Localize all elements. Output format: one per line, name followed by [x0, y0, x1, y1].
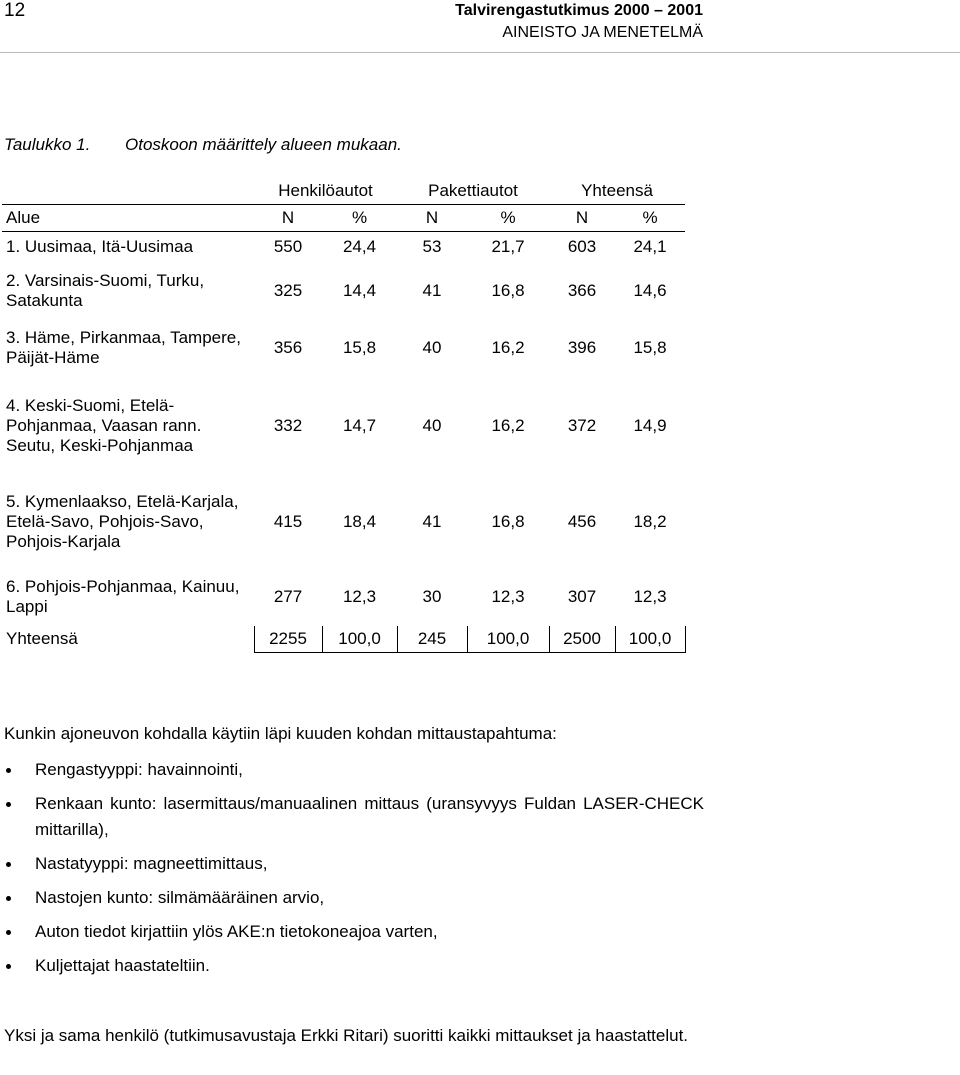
- list-item: [4, 885, 704, 911]
- value-cell: 550: [254, 232, 322, 263]
- value-cell: 603: [549, 232, 615, 263]
- region-column-header: Alue: [2, 205, 254, 232]
- value-cell: 24,1: [615, 232, 685, 263]
- value-cell: 30: [397, 569, 467, 626]
- value-cell: 396: [549, 320, 615, 377]
- list-item: [4, 851, 704, 877]
- table-column-header: [2, 205, 685, 232]
- bullet-icon: [6, 768, 11, 773]
- list-item: [4, 919, 704, 945]
- value-cell: 325: [254, 263, 322, 320]
- report-title: Talvirengastutkimus 2000 – 2001: [455, 2, 703, 19]
- list-item-text: Nastatyyppi: magneettimittaus,: [35, 854, 268, 873]
- bullet-icon: [6, 896, 11, 901]
- page-number: 12: [4, 0, 26, 21]
- value-cell: 21,7: [467, 232, 549, 263]
- value-cell: 14,7: [322, 377, 397, 475]
- value-cell: 356: [254, 320, 322, 377]
- group-header-vans: Pakettiautot: [428, 181, 518, 200]
- list-item-text: Auton tiedot kirjattiin ylös AKE:n tietokoneajoa varten,: [35, 922, 438, 941]
- table-row: [2, 320, 685, 377]
- value-cell: 366: [549, 263, 615, 320]
- total-value-cell: 100,0: [615, 626, 685, 653]
- value-cell: 15,8: [322, 320, 397, 377]
- bullet-icon: [6, 862, 11, 867]
- measurement-list: [4, 757, 704, 987]
- value-cell: 18,4: [322, 475, 397, 569]
- column-header: N: [549, 205, 615, 232]
- value-cell: 53: [397, 232, 467, 263]
- value-cell: 40: [397, 377, 467, 475]
- region-cell: 3. Häme, Pirkanmaa, Tampere, Päijät-Häme: [2, 320, 254, 377]
- value-cell: 372: [549, 377, 615, 475]
- table-row: [2, 263, 685, 320]
- value-cell: 12,3: [615, 569, 685, 626]
- list-item-text: Renkaan kunto: lasermittaus/manuaalinen mittaus (uransyvyys Fuldan LASER-CHECK mittarilla),: [35, 794, 704, 839]
- list-item-text: Kuljettajat haastateltiin.: [35, 956, 210, 975]
- value-cell: 332: [254, 377, 322, 475]
- total-value-cell: 245: [397, 626, 467, 653]
- value-cell: 18,2: [615, 475, 685, 569]
- table-row: [2, 232, 685, 263]
- column-header: N: [254, 205, 322, 232]
- sample-size-table: [2, 178, 686, 653]
- table-label: Taulukko 1.: [4, 135, 91, 154]
- total-value-cell: 2500: [549, 626, 615, 653]
- table-caption-text: Otoskoon määrittely alueen mukaan.: [125, 135, 402, 154]
- region-cell: 4. Keski-Suomi, Etelä-Pohjanmaa, Vaasan rann. Seutu, Keski-Pohjanmaa: [2, 377, 254, 475]
- value-cell: 41: [397, 263, 467, 320]
- section-title: AINEISTO JA MENETELMÄ: [502, 24, 703, 41]
- group-header-cars: Henkilöautot: [278, 181, 373, 200]
- table-caption: [4, 135, 402, 155]
- column-header: %: [467, 205, 549, 232]
- region-cell: 1. Uusimaa, Itä-Uusimaa: [2, 232, 254, 263]
- list-item-text: Nastojen kunto: silmämääräinen arvio,: [35, 888, 325, 907]
- bullet-icon: [6, 964, 11, 969]
- running-header: [455, 0, 703, 44]
- value-cell: 24,4: [322, 232, 397, 263]
- total-value-cell: 100,0: [467, 626, 549, 653]
- value-cell: 40: [397, 320, 467, 377]
- table-total-row: [2, 626, 685, 653]
- empty-corner-cell: [2, 178, 254, 205]
- region-cell: 6. Pohjois-Pohjanmaa, Kainuu, Lappi: [2, 569, 254, 626]
- list-item: [4, 791, 704, 843]
- closing-paragraph: Yksi ja sama henkilö (tutkimusavustaja Erkki Ritari) suoritti kaikki mittaukset ja haastattelut.: [4, 1026, 689, 1045]
- value-cell: 415: [254, 475, 322, 569]
- list-item-text: Rengastyyppi: havainnointi,: [35, 760, 243, 779]
- list-item: [4, 953, 704, 979]
- value-cell: 15,8: [615, 320, 685, 377]
- value-cell: 41: [397, 475, 467, 569]
- value-cell: 16,2: [467, 377, 549, 475]
- value-cell: 16,8: [467, 263, 549, 320]
- value-cell: 456: [549, 475, 615, 569]
- table-row: [2, 569, 685, 626]
- intro-paragraph: Kunkin ajoneuvon kohdalla käytiin läpi kuuden kohdan mittaustapahtuma:: [4, 724, 557, 743]
- group-header-total: Yhteensä: [581, 181, 653, 200]
- table-row: [2, 377, 685, 475]
- bullet-icon: [6, 930, 11, 935]
- value-cell: 277: [254, 569, 322, 626]
- table-row: [2, 475, 685, 569]
- value-cell: 307: [549, 569, 615, 626]
- list-item: [4, 757, 704, 783]
- value-cell: 12,3: [467, 569, 549, 626]
- total-value-cell: 2255: [254, 626, 322, 653]
- value-cell: 14,4: [322, 263, 397, 320]
- total-label: Yhteensä: [2, 626, 254, 653]
- bullet-icon: [6, 802, 11, 807]
- region-cell: 2. Varsinais-Suomi, Turku, Satakunta: [2, 263, 254, 320]
- column-header: %: [615, 205, 685, 232]
- header-divider: [0, 52, 960, 53]
- value-cell: 14,6: [615, 263, 685, 320]
- column-header: %: [322, 205, 397, 232]
- value-cell: 14,9: [615, 377, 685, 475]
- total-value-cell: 100,0: [322, 626, 397, 653]
- region-cell: 5. Kymenlaakso, Etelä-Karjala, Etelä-Savo, Pohjois-Savo, Pohjois-Karjala: [2, 475, 254, 569]
- value-cell: 12,3: [322, 569, 397, 626]
- column-header: N: [397, 205, 467, 232]
- value-cell: 16,2: [467, 320, 549, 377]
- table-group-header: [2, 178, 685, 205]
- value-cell: 16,8: [467, 475, 549, 569]
